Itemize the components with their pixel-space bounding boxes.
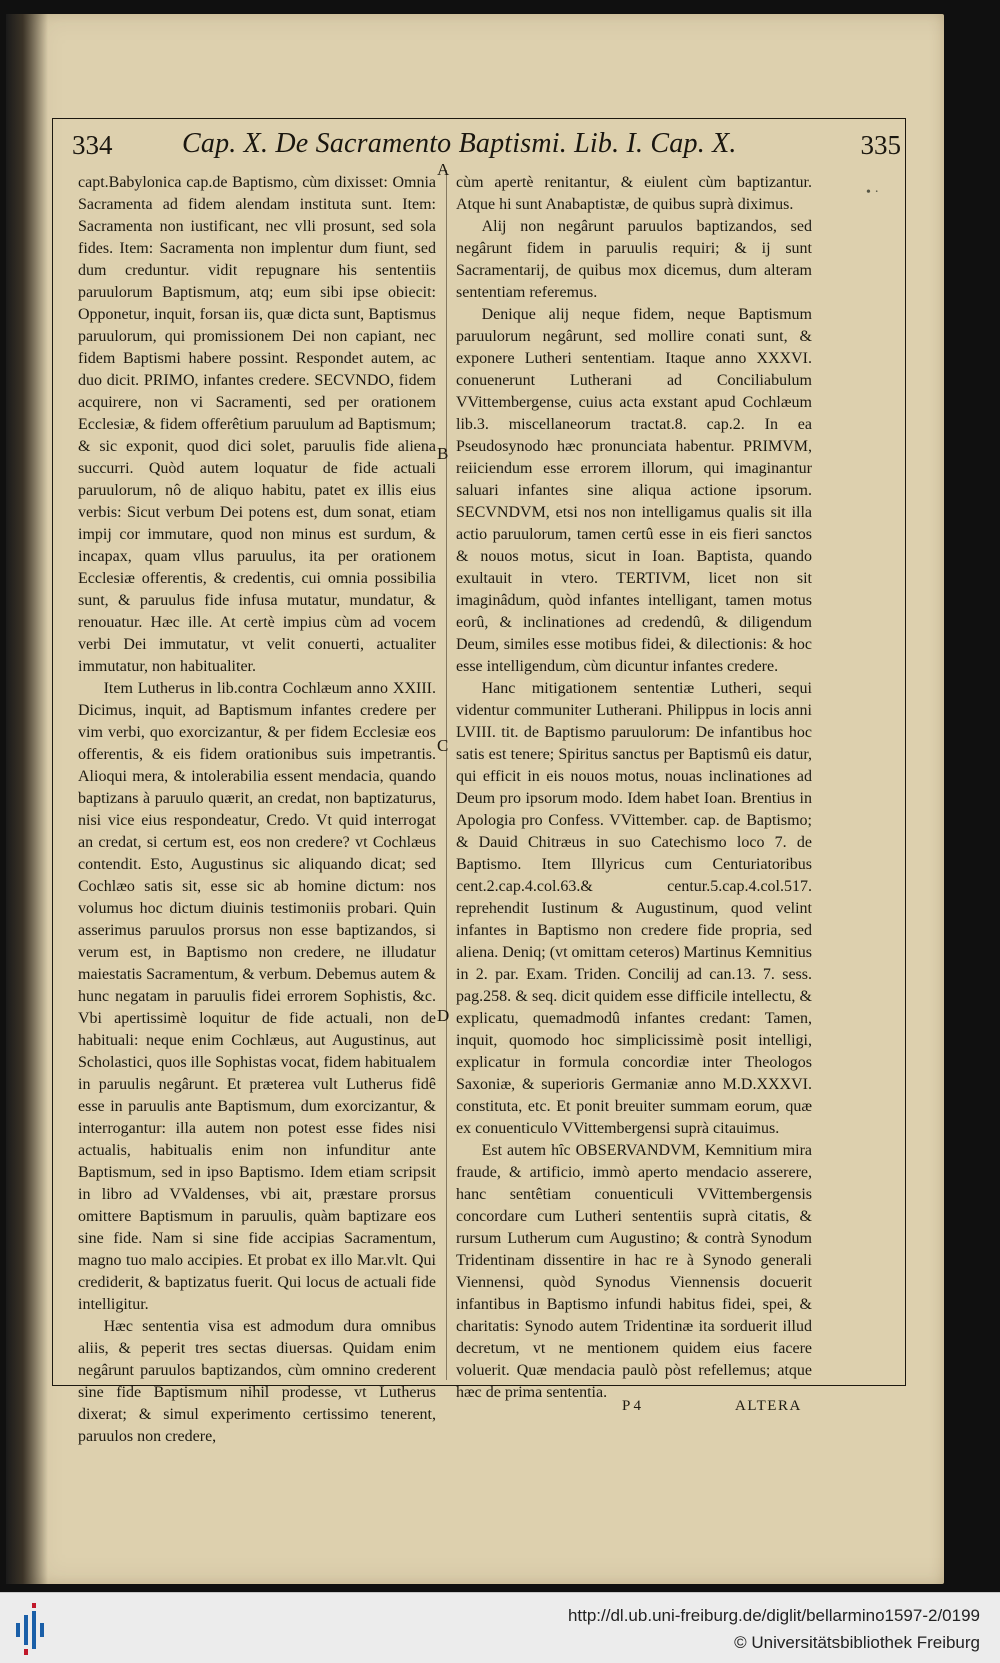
permalink-url[interactable]: http://dl.ub.uni-freiburg.de/diglit/bellarmino1597-2/0199 bbox=[567, 1606, 980, 1625]
margin-letter-b: B bbox=[437, 444, 449, 463]
signature-mark: P 4 bbox=[622, 1398, 642, 1414]
library-logo-icon bbox=[16, 1603, 46, 1655]
margin-letter-c: C bbox=[437, 736, 449, 755]
page-number-right: 335 bbox=[860, 130, 901, 160]
column-divider bbox=[446, 170, 447, 1380]
right-column bbox=[456, 172, 812, 1404]
page-number-left: 334 bbox=[72, 130, 113, 160]
paragraph: Est autem hîc OBSERVANDVM, Kemnitium mira fraude, & artificio, immò aperto mendacio asserere, hanc sentêtiam conuenticuli VVittembergensis concordare cum Lutheri sententiis suprà citatis, & rursum Lutherum cum Augustino; & contrà Synodum Tridentinam dissentire in hac re à Synodo generali Viennensi, quòd Synodus Viennensis docuerit infantibus in Baptismo infundi habitus fidei, spei, & charitatis: Synodo autem Tridentinæ ita sorduerit illud decretum, vt ne mentionem quidem eius facere voluerit. Quæ mendacia paulò pòst refellemus; atque hæc de prima sententia. bbox=[456, 1142, 812, 1401]
paragraph: capt.Babylonica cap.de Baptismo, cùm dixisset: Omnia Sacramenta ad fidem alendam instituta sunt. Item: Sacramenta non iustificant, nec vlli prosunt, sed sola fides. Item: Sacramenta non implentur dum fiunt, sed dum creduntur. vidit repugnare his sententiis paruulorum Baptismum, atq; eum sibi ipse obiecit: Opponetur, inquit, forsan iis, quæ dicta sunt, Baptismus paruulorum, qui promissionem Dei non capiant, nec fidem Baptismi habere possint. Respondet autem, ac duo dicit. PRIMO, infantes credere. SECVNDO, fidem acquirere, non vi Sacramenti, sed per orationem Ecclesiæ, & fidem offerêtium paruulum ad Baptismum; & sic exponit, quod dici solet, paruulis fide aliena succurri. Quòd autem loquatur de fide actuali paruulorum, nô de aliquo habitu, patet ex illis eius verbis: Sicut verbum Dei potens est, dum sonat, etiam impij cor immutare, quod non minus est surdum, & incapax, quam vllus paruulus, ita per orationem Ecclesiæ offerentis, & credentis, cui omnia possibilia sunt, & paruulus fide infusa mutatur, mundatur, & renouatur. Hæc ille. At certè impius cùm ad vocem verbi Dei immutatur, vt velit conuerti, actualiter immutatur, non habitualiter. bbox=[78, 174, 436, 675]
catchword: ALTERA bbox=[735, 1398, 802, 1414]
left-column bbox=[78, 172, 436, 1448]
paragraph: Hanc mitigationem sententiæ Lutheri, sequi videntur communiter Lutherani. Philippus in locis anni LVIII. tit. de Baptismo paruulorum: De infantibus hoc satis est tenere; Spiritus sanctus per Baptismû eis datur, qui efficit in eis nouos motus, nouas inclinationes ad Deum pro ipsorum modo. Idem habet Ioan. Brentius in Apologia pro Confess. VVittember. cap. de Baptismo; & Dauid Chitræus in suo Catechismo loco 7. de Baptismo. Item Illyricus cum Centuriatoribus cent.2.cap.4.col.63.& centur.5.cap.4.col.517. reprehendit Iustinum & Augustinum, quod velint infantes in Baptismo non credere fide propria, sed aliena. Deniq; (vt omittam ceteros) Martinus Kemnitius in 2. par. Exam. Triden. Concilij ad can.13. 7. sess. pag.258. & seq. dicit quidem esse difficile intellectu, & explicatu, quemadmodû infantes credant: Tamen, inquit, quomodo hoc simplicissimè posit intelligi, explicatur in formula concordiæ inter Theologos Saxoniæ, & superioris Germaniæ anno M.D.XXXVI. constituta, etc. Et ponit breuiter summam eorum, quæ ex conuenticulo VVittembergensi suprà citauimus. bbox=[456, 680, 812, 1137]
paragraph: Item Lutherus in lib.contra Cochlæum anno XXIII. Dicimus, inquit, ad Baptismum infantes credere per vim verbi, quo exorcizantur, & per fidem Ecclesiæ eos offerentis, & eis fidem orationibus suis impetrantis. Alioqui mera, & intolerabilia essent mendacia, quando baptizans à paruulo quærit, an credat, non baptizaturus, nisi vice eius respondeatur, Credo. Vt quid interrogat an credat, si certum est, eos non credere? vt Cochlæus contendit. Esto, Augustinus sic aliquando dicat; sed Cochlæo satis sit, esse sic ab homine dictum: nos volumus hoc dictum diuinis testimoniis probari. Quin asserimus paruulos prorsus non esse baptizandos, si verum est, in Baptismo non credere, ne illudatur maiestatis Sacramentum, & verbum. Debemus autem & hunc negatam in paruulis fidei errorem Sophistis, &c. Vbi apertissimè loquitur de fide actuali, non de habituali: neque enim Cochlæus, aut Augustinus, aut Scholastici, quos ille Sophistas vocat, fidem habitualem in paruulis negârunt. Et præterea vult Lutherus fidê esse in paruulis ante Baptismum, dum exorcizantur, & interrogantur: illa autem non potest esse fides nisi actualis, habitualis enim non infunditur ante Baptismum, sed in ipso Baptismo. Idem etiam scripsit in libro ad VValdenses, vbi ait, præstare prorsus omittere Baptismum in paruulis, quàm baptizare eos sine fide. Nam si sine fide accipias Sacramentum, magno tuo malo accipies. Et probat ex illo Mar.vlt. Qui crediderit, & baptizatus fuerit. Qui locus de actuali fide intelligitur. bbox=[78, 680, 436, 1313]
running-header bbox=[52, 128, 907, 168]
paragraph: cùm apertè renitantur, & eiulent cùm baptizantur. Atque hi sunt Anabaptistæ, de quibus suprà diximus. bbox=[456, 174, 812, 213]
margin-letter-d: D bbox=[437, 1006, 450, 1025]
paragraph: Denique alij neque fidem, neque Baptismum paruulorum negârunt, sed mollire conati sunt, & exponere Lutheri sententiam. Itaque anno XXXVI. conuenerunt Lutherani ad Conciliabulum VVittembergense, cuius acta exstant apud Cochlæum lib.3. miscellaneorum tractat.8. cap.2. In ea Pseudosynodo hæc pronunciata habentur. PRIMVM, reiiciendum esse errorem illorum, qui imaginantur saluari infantes sine aliqua actione ipsorum. SECVNDVM, etsi nos non intelligamus qualis sit illa actio paruulorum, tamen certû esse in eis fieri sanctos & nouos motus, sicut in Ioan. Baptista, quando exultauit in vtero. TERTIVM, licet non sit imaginâdum, quòd infantes intelligant, tamen motus eorû, & inclinationes ad credendû, & diligendum Deum, similes esse motibus fidei, & dilectionis: & hoc esse intelligendum, cùm dicuntur infantes credere. bbox=[456, 306, 812, 675]
margin-marks: • · bbox=[866, 185, 880, 200]
margin-letter-a: A bbox=[437, 160, 450, 179]
copyright-notice: © Universitätsbibliothek Freiburg bbox=[734, 1633, 980, 1652]
running-title: Cap. X. De Sacramento Baptismi. Lib. I. Cap. X. bbox=[182, 128, 737, 159]
page-gutter-shadow bbox=[6, 14, 48, 1584]
paragraph: Hæc sententia visa est admodum dura omnibus aliis, & peperit tres sectas diuersas. Quidam enim negârunt paruulos baptizandos, cùm omnino crederent sine fide Baptismum nihil prodesse, vt Lutherus dixerat; & simul experimento certissimo tenerent, paruulos non credere, bbox=[78, 1318, 436, 1445]
paragraph: Alij non negârunt paruulos baptizandos, sed negârunt fidem in paruulis requiri; & ij sunt Sacramentarij, de quibus mox dicemus, dum alteram sententiam referemus. bbox=[456, 218, 812, 301]
viewer-footer-bar bbox=[0, 1592, 1000, 1663]
